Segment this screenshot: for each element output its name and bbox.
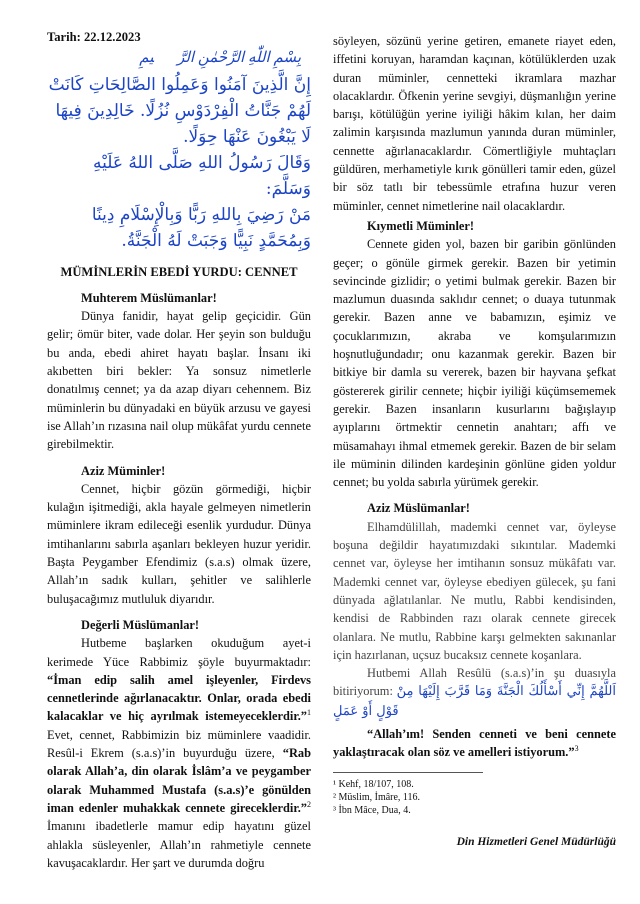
paragraph: Elhamdülillah, mademki cennet var, öyleyse boşuna değildir hayatımızdaki sıkıntılar. Mademki cennet var, öyleyse her imtihanın sonsuz mükâfatı var. Mademki cennet var, öyleyse ebediyen gülecek, şu fani dünyada ağlatılanlar. Ne mutlu, Rabbi kendisinden, kendisi de Rabbinden razı olarak cennete girecek olanlara. Ne mutlu, Rabbine karşı gelmekten sakınanlar için hazırlanan, uçsuz bucaksız cennete koşanlara. (333, 519, 616, 662)
footnote-ref[interactable]: 1 (307, 708, 311, 718)
document-date: Tarih: 22.12.2023 (47, 30, 141, 44)
sermon-title: MÜMİNLERİN EBEDİ YURDU: CENNET (60, 264, 298, 279)
paragraph: Cennet, hiçbir gözün görmediği, hiçbir kulağın işitmediği, akla hayale gelmeyen nimetlerin müminlere ikram edileceği esenlik yurdudur. Dünya imtihanlarını sabırla aşanları bekleyen huzur yeridir. Başta Peygamber Efendimiz (s.a.s) olmak üzere, Allah’ın sadık kulları, şehitler ve salihlerle buluşacağımız mutluluk diyarıdır. (47, 481, 311, 606)
quoted-hadith: “Rab olarak Allah’a, din olarak İslâm’a ve peygamber olarak Muhammed Mustafa (s.a.s)’e gönülden iman edenler muhakkak cennete gireceklerdir.” (47, 746, 311, 815)
paragraph: Cennete giden yol, bazen bir garibin gönlünden geçer; o gönüle girmek gerekir. Bazen bir yetimin sevincinde gizlidir; o yetimi bulmak gerekir. Bazen bir mazlumun duasında saklıdır cennet; o duaya tutunmak gerekir. Bazen anne ve babamızın, eşimiz ve çocuklarımızın, akraba ve komşularımızın hoşnutluğundadır; onu kazanmak gerekir. Bazen bir bitkiye bir damla su vererek, bazen bir hayvana şefkat göstererek girilir cennete; hiçbir iyiliği küçümsememek gerekir. Bazen insanların kusurlarını bağışlayıp ayıplarını örtmektir cennetin anahtarı; affı ve müsamahayı ihmal etmemek gerekir. Bazen de bir selam ile müminin dilinden kardeşinin gönlüne giden yoldur cennet; bu yolda sabırla yürümek gerekir. (333, 237, 616, 490)
paragraph-continuation: söyleyen, sözünü yerine getiren, emanete riayet eden, iffetini koruyan, haramdan kaçınan, kötülüklerden uzak duran müminler, cennetteki ikramlara mazhar olacaklardır. Öfkenin yerine sevgiyi, düşmanlığın yerine barışı, kötülüğün yerine iyiliği hâkim kılan, her daim zalimin karşısında mazlumun yanında duran müminler, cennette ağırlanacaklardır. Cömertliğiyle muhtaçları güldüren, merhametiyle kırık gönülleri tamir eden, güzel bir söz tatlı bir tebessümle etrafına huzur veren müminler, cennet nimetlerine nail olacaklardır. (333, 34, 616, 213)
right-column (333, 217, 616, 851)
paragraph (47, 634, 311, 872)
section-heading: Aziz Müminler! (81, 463, 166, 478)
arabic-hadith: مَنْ رَضِيَ بِاللهِ رَبًّا وَبِالْإِسْلَامِ دِينًا وَبِمُحَمَّدٍ نَبِيًّا وَجَبَتْ لَهُ الْجَنَّةُ. (91, 204, 311, 251)
paragraph (333, 664, 616, 721)
footnote: ³ İbn Mâce, Dua, 4. (333, 804, 411, 816)
paragraph (333, 725, 616, 762)
footnotes (333, 772, 483, 817)
arabic-dua: اَللَّهُمَّ إِنِّي أَسْأَلُكَ الْجَنَّةَ وَمَا قَرَّبَ إِلَيْهَا مِنْ قَوْلٍ أَوْ عَمَلٍ (333, 684, 616, 719)
footnote: ² Müslim, İmâre, 116. (333, 791, 421, 803)
paragraph-text: Hutbemi Allah Resûlü (s.a.s)’in şu duasıyla bitiriyorum: (333, 666, 616, 699)
left-column (47, 28, 311, 872)
right-column-top (333, 32, 616, 215)
footnote-ref[interactable]: 2 (307, 799, 311, 809)
arabic-hadith-intro: وَقَالَ رَسُولُ اللهِ صَلَّى اللهُ عَلَيْهِ وَسَلَّمَ: (92, 152, 311, 199)
paragraph-text: İmanını ibadetlerle mamur edip hayatını güzel ahlakla süsleyenler, Allah’ın rahmetiyle cennete kavuşacaklardır. Her şart ve durumda doğru (47, 819, 311, 870)
section-heading: Aziz Müslümanlar! (367, 501, 470, 516)
arabic-verse: إِنَّ الَّذِينَ آمَنُوا وَعَمِلُوا الصَّالِحَاتِ كَانَتْ لَهُمْ جَنَّاتُ الْفِرْدَوْسِ نُزُلًا. خَالِدِينَ فِيهَا لَا يَبْغُونَ عَنْهَا حِوَلًا. (48, 74, 311, 147)
section-heading: Kıymetli Müminler! (367, 218, 475, 233)
signature: Din Hizmetleri Genel Müdürlüğü (456, 835, 616, 848)
paragraph-text: Evet, cennet, Rabbimizin biz müminlere vaadidir. Resûl-i Ekrem (s.a.s)’in buyurduğu üzere, (47, 727, 311, 761)
paragraph: Dünya fanidir, hayat gelip geçicidir. Gün gelir; ömür biter, vade dolar. Her şeyin son bulduğu bu anda, ebedi ahiret hayatı başlar. İnsanı iki akıbetten biri bekler: Ya sonsuz nimetlerle donatılmış cennet; ya da azap diyarı cehennem. Biz müminlerin bu dünyadaki en büyük arzusu ve gayesi ise Allah’ın rızasına nail olup mükâfat yurdu cennete girebilmektir. (47, 309, 311, 452)
basmala-calligraphy: بِسْمِ اللّٰهِ الرَّحْمٰنِ الرَّح۪يمِ (139, 50, 301, 67)
footnote: ¹ Kehf, 18/107, 108. (333, 778, 414, 790)
section-heading: Muhterem Müslümanlar! (81, 290, 217, 305)
quoted-dua: “Allah’ım! Senden cenneti ve beni cennete yaklaştıracak olan söz ve amelleri istiyorum.” (333, 726, 616, 760)
paragraph-text: Hutbeme başlarken okuduğum ayet-i kerimede Yüce Rabbimiz şöyle buyurmaktadır: (47, 636, 311, 669)
section-heading: Değerli Müslümanlar! (81, 617, 200, 632)
quoted-verse: “İman edip salih amel işleyenler, Firdevs cennetlerinde ağırlanacaktır. Onlar, orada ebedi kalacaklar ve hiç ayrılmak istemeyeceklerdir.” (47, 672, 311, 724)
footnote-ref[interactable]: 3 (574, 744, 579, 754)
